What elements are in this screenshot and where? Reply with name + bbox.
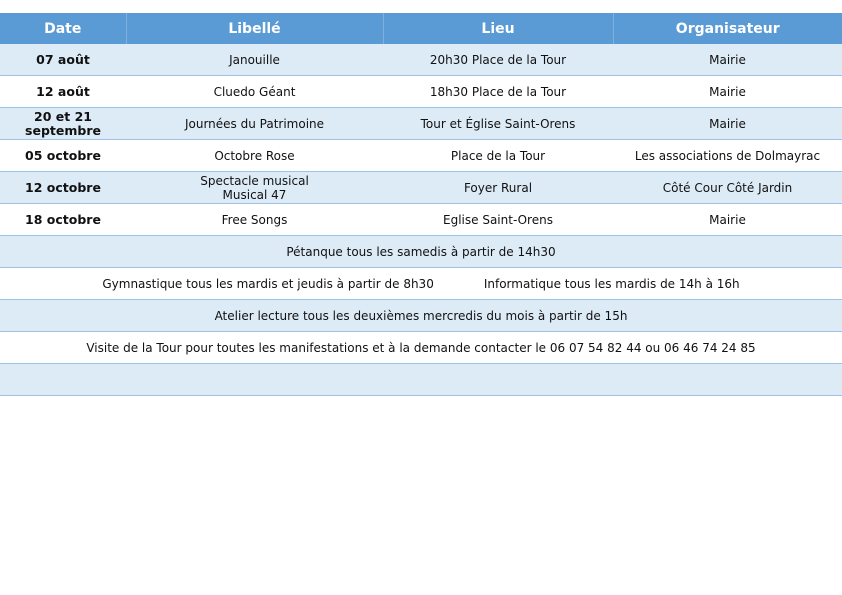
recurring-row-petanque bbox=[0, 236, 842, 268]
event-libelle: Journées du Patrimoine bbox=[126, 108, 383, 140]
recurring-row-gym-info bbox=[0, 268, 842, 300]
event-date: 12 octobre bbox=[0, 172, 126, 204]
event-organisateur: Mairie bbox=[613, 204, 842, 236]
event-lieu: Eglise Saint-Orens bbox=[383, 204, 613, 236]
header-lieu: Lieu bbox=[383, 13, 613, 44]
empty-cell bbox=[0, 364, 842, 396]
event-lieu: 18h30 Place de la Tour bbox=[383, 76, 613, 108]
recurring-row-visite bbox=[0, 332, 842, 364]
recurring-informatique: Informatique tous les mardis de 14h à 16h bbox=[483, 276, 740, 291]
event-libelle: Janouille bbox=[126, 44, 383, 76]
event-organisateur: Mairie bbox=[613, 44, 842, 76]
event-organisateur: Côté Cour Côté Jardin bbox=[613, 172, 842, 204]
recurring-row-atelier bbox=[0, 300, 842, 332]
event-libelle: Cluedo Géant bbox=[126, 76, 383, 108]
header-libelle: Libellé bbox=[126, 13, 383, 44]
table-row bbox=[0, 172, 842, 204]
event-organisateur: Les associations de Dolmayrac bbox=[613, 140, 842, 172]
header-date: Date bbox=[0, 13, 126, 44]
event-date: 05 octobre bbox=[0, 140, 126, 172]
event-lieu: Foyer Rural bbox=[383, 172, 613, 204]
header-organisateur: Organisateur bbox=[613, 13, 842, 44]
event-lieu: Tour et Église Saint-Orens bbox=[383, 108, 613, 140]
recurring-atelier: Atelier lecture tous les deuxièmes mercredis du mois à partir de 15h bbox=[0, 300, 842, 332]
table-row bbox=[0, 204, 842, 236]
recurring-gym-info-cell bbox=[0, 268, 842, 300]
events-table bbox=[0, 13, 842, 396]
event-libelle: Free Songs bbox=[126, 204, 383, 236]
table-row bbox=[0, 76, 842, 108]
header-row bbox=[0, 13, 842, 44]
event-organisateur: Mairie bbox=[613, 76, 842, 108]
event-lieu: 20h30 Place de la Tour bbox=[383, 44, 613, 76]
event-organisateur: Mairie bbox=[613, 108, 842, 140]
event-lieu: Place de la Tour bbox=[383, 140, 613, 172]
recurring-visite: Visite de la Tour pour toutes les manifestations et à la demande contacter le 06 07 54 82 44 ou 06 46 74 24 85 bbox=[0, 332, 842, 364]
recurring-gymnastique: Gymnastique tous les mardis et jeudis à partir de 8h30 bbox=[102, 276, 434, 291]
event-date: 12 août bbox=[0, 76, 126, 108]
table-row bbox=[0, 44, 842, 76]
event-date: 07 août bbox=[0, 44, 126, 76]
event-libelle: Octobre Rose bbox=[126, 140, 383, 172]
table-row bbox=[0, 140, 842, 172]
event-date: 20 et 21 septembre bbox=[0, 108, 126, 140]
empty-row bbox=[0, 364, 842, 396]
event-libelle: Spectacle musical Musical 47 bbox=[126, 172, 383, 204]
event-date: 18 octobre bbox=[0, 204, 126, 236]
recurring-petanque: Pétanque tous les samedis à partir de 14h30 bbox=[0, 236, 842, 268]
table-row bbox=[0, 108, 842, 140]
